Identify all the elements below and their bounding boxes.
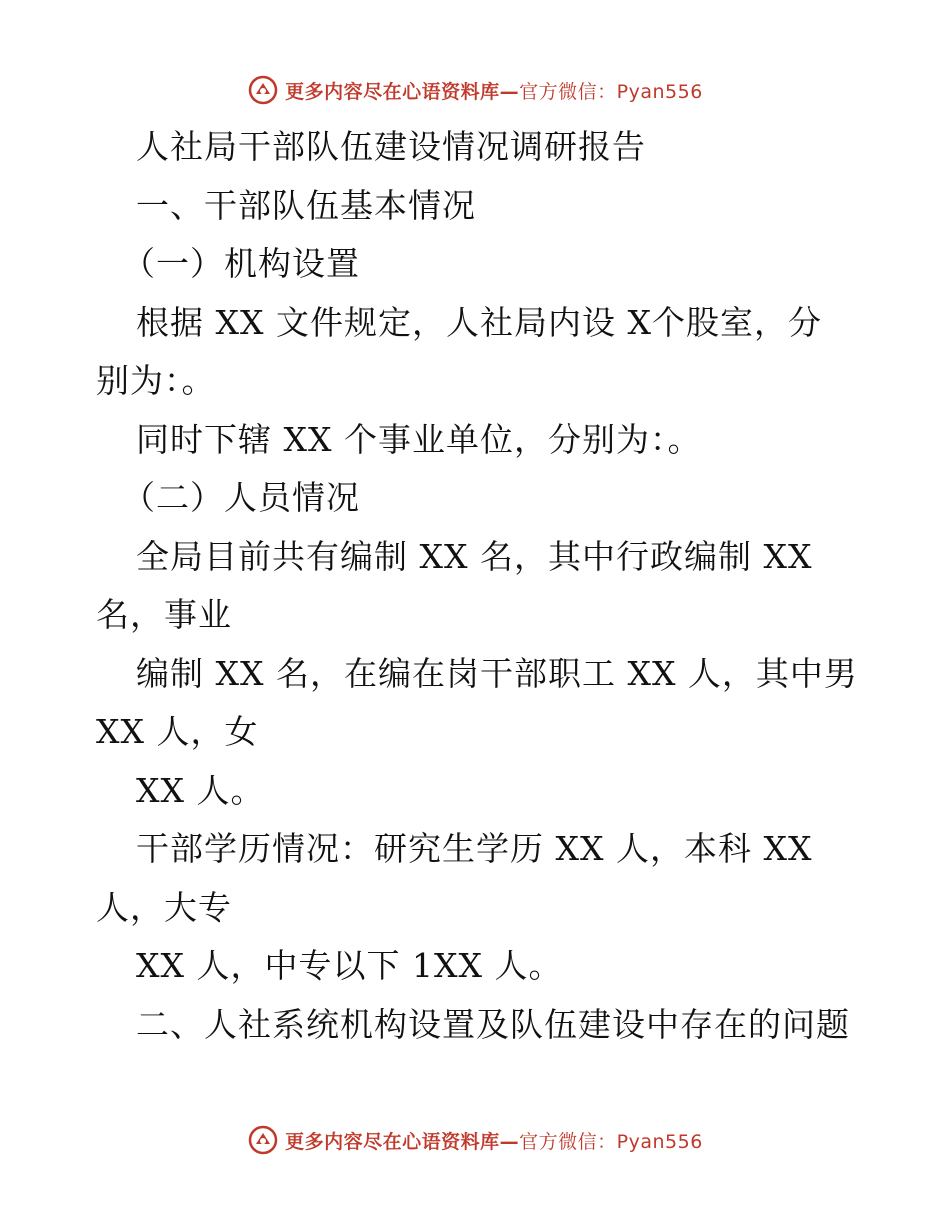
paragraph-line: 人，大专 <box>96 887 232 927</box>
banner-text-dash: — <box>499 80 520 103</box>
paragraph-line: 全局目前共有编制 XX 名，其中行政编制 XX <box>136 536 813 576</box>
subsection-heading-2: （二）人员情况 <box>122 478 360 517</box>
footer-banner <box>0 1120 950 1160</box>
section-heading-2: 二、人社系统机构设置及队伍建设中存在的问题 <box>136 1004 850 1044</box>
paragraph-line: XX 人。 <box>136 770 265 810</box>
brand-logo-icon <box>247 74 279 106</box>
paragraph-line: 根据 XX 文件规定，人社局内设 X个股室，分 <box>136 302 822 342</box>
paragraph-line: 编制 XX 名，在编在岗干部职工 XX 人，其中男 <box>136 653 858 693</box>
banner-text <box>285 1127 703 1154</box>
doc-title: 人社局干部队伍建设情况调研报告 <box>136 127 646 166</box>
paragraph-line: 同时下辖 XX 个事业单位，分别为：。 <box>136 419 702 459</box>
banner-text-wechat: 官方微信：Pyan556 <box>519 80 703 103</box>
banner-text-dash: — <box>499 1130 520 1153</box>
paragraph-line: XX 人，女 <box>96 712 259 751</box>
brand-logo-icon <box>247 1124 279 1156</box>
banner-text-main: 更多内容尽在心语资料库 <box>285 80 500 103</box>
subsection-heading-1: （一）机构设置 <box>122 244 360 283</box>
paragraph-line: XX 人，中专以下 1XX 人。 <box>136 946 563 985</box>
banner-text-main: 更多内容尽在心语资料库 <box>285 1130 500 1153</box>
header-banner <box>0 70 950 110</box>
paragraph-line: 名，事业 <box>96 595 232 634</box>
document-body <box>96 118 856 1054</box>
paragraph-line: 别为：。 <box>96 361 216 400</box>
banner-text-wechat: 官方微信：Pyan556 <box>519 1130 703 1153</box>
paragraph-line: 干部学历情况：研究生学历 XX 人，本科 XX <box>136 829 813 868</box>
banner-text <box>285 77 703 104</box>
section-heading-1: 一、干部队伍基本情况 <box>136 185 476 225</box>
